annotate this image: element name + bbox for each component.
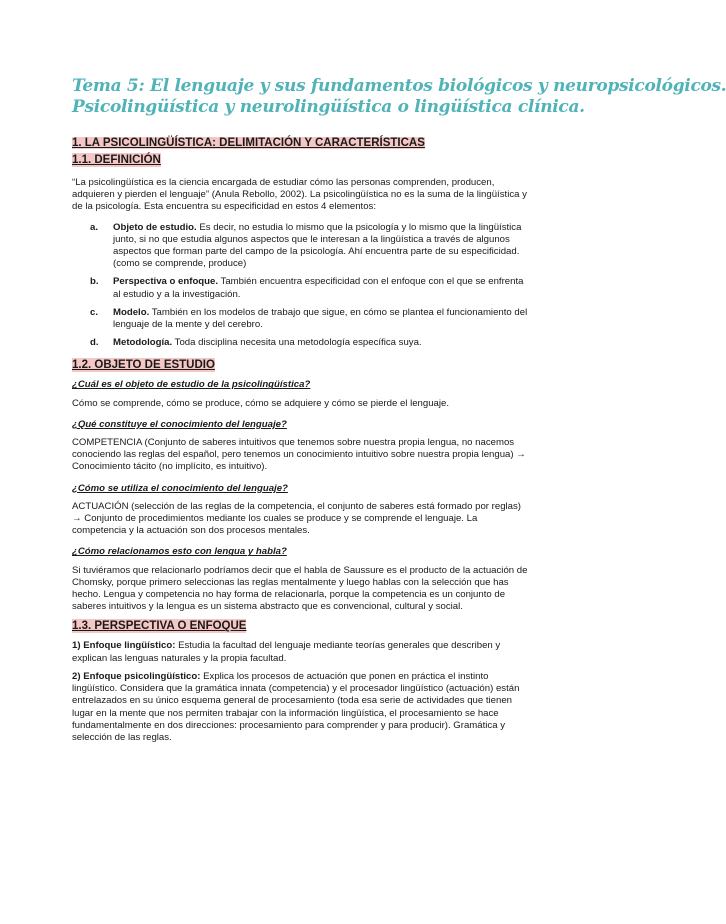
section-1-2-heading-wrap [72, 355, 528, 373]
question-heading: ¿Cuál es el objeto de estudio de la psicolingüística? [72, 379, 311, 391]
list-term: Perspectiva o enfoque. [113, 276, 219, 288]
list-text: También en los modelos de trabajo que sigue, en cómo se plantea el funcionamiento del lenguaje de la mente y del cerebro. [113, 306, 528, 331]
list-item [90, 221, 528, 271]
list-item [90, 337, 528, 349]
list-item [90, 276, 528, 300]
approach-paragraph [72, 640, 528, 664]
question-heading: ¿Qué constituye el conocimiento del lenguaje? [72, 418, 287, 430]
approach-text: Estudia la facultad del lenguaje mediante teorías generales que describen y explican las lenguas naturales y la propia facultad. [72, 640, 501, 664]
list-item [90, 306, 528, 331]
answer-paragraph: Si tuviéramos que relacionarlo podríamos decir que el habla de Saussure es el producto de la actuación de Chomsky, porque primero seleccionas las reglas mentalmente y luego hablas con la selección que has hecho. Lengua y competencia no hay forma de relacionarla, porque la competencia es un conjunto de saberes intuitivos y la lengua es un sistema abstracto que es convencional, cultural y social. [72, 564, 528, 613]
section-1-3-heading-wrap [72, 616, 528, 634]
list-marker: d. [90, 337, 99, 349]
list-marker: c. [90, 306, 99, 318]
question-heading: ¿Cómo relacionamos esto con lengua y habla? [72, 546, 287, 558]
list-text: Toda disciplina necesita una metodología específica suya. [172, 337, 422, 349]
list-text: Es decir, no estudia lo mismo que la psicología y lo mismo que la lingüística junto, si no que estudia algunos aspectos que le interesan a la lingüística a través de algunos aspectos que forman parte del campo de la psicología. Ahí encuentra parte de su especificidad. (como se comprende, produce) [113, 221, 522, 270]
answer-paragraph: Cómo se comprende, cómo se produce, cómo se adquiere y cómo se pierde el lenguaje. [72, 397, 450, 409]
title-line-2: Psicolingüística y neurolingüística o lingüística clínica. [72, 97, 585, 117]
list-marker: a. [90, 221, 99, 233]
list-text: También encuentra especificidad con el enfoque con el que se enfrenta al estudio y a la investigación. [113, 276, 524, 300]
approach-paragraph [72, 671, 528, 744]
document-page [0, 76, 726, 924]
section-1-1-heading-wrap [72, 150, 528, 168]
title-line-1: Tema 5: El lenguaje y sus fundamentos biológicos y neuropsicológicos. [72, 76, 726, 96]
section-1-heading-text: 1. LA PSICOLINGÜÍSTICA: DELIMITACIÓN Y CARACTERÍSTICAS [72, 137, 425, 149]
list-marker: b. [90, 276, 99, 288]
list-term: Modelo. [113, 306, 150, 318]
section-1-heading [72, 136, 528, 150]
approach-term: 1) Enfoque lingüístico: [72, 640, 176, 652]
approach-term: 2) Enfoque psicolingüístico: [72, 670, 201, 682]
elements-list [72, 222, 528, 350]
section-1-3-heading: 1.3. PERSPECTIVA O ENFOQUE [72, 620, 247, 633]
answer-paragraph: ACTUACIÓN (selección de las reglas de la competencia, el conjunto de saberes está formado por reglas) → Conjunto de procedimientos mediante los cuales se produce y se comprende el lenguaje. La competencia y la actuación son dos procesos mentales. [72, 500, 521, 537]
answer-paragraph: COMPETENCIA (Conjunto de saberes intuitivos que tenemos sobre nuestra propia lengua, no nacemos conociendo las reglas del español, pero tenemos un conocimiento intuitivo sobre nuestra propia lengua) → Conocimiento tácito (no implícito, es intuitivo). [72, 437, 526, 473]
approach-text: Explica los procesos de actuación que ponen en práctica el instinto lingüístico. Considera que la gramática innata (competencia) y el procesador lingüístico (actuación) están entrelazados en su único esquema general de procesamiento (toda esa serie de actividades que tienen lugar en la mente que nos permiten trabajar con la información lingüística, el procesamiento se hace fundamentalmente en dos direcciones: procesamiento para comprender y para producir). Gramática y selección de las reglas. [72, 670, 520, 743]
list-term: Metodología. [113, 337, 173, 349]
definition-paragraph: “La psicolingüística es la ciencia encargada de estudiar cómo las personas comprenden, producen, adquieren y pierden el lenguaje” (Anula Rebollo, 2002). La psicolingüística no es la suma de la lingüística y de la psicología. Esta encuentra su especificidad en estos 4 elementos: [72, 177, 527, 213]
section-1-1-heading: 1.1. DEFINICIÓN [72, 154, 161, 166]
document-title [72, 76, 726, 118]
question-heading: ¿Cómo se utiliza el conocimiento del lenguaje? [72, 482, 288, 494]
list-term: Objeto de estudio. [113, 221, 197, 233]
section-1-2-heading: 1.2. OBJETO DE ESTUDIO [72, 359, 215, 372]
